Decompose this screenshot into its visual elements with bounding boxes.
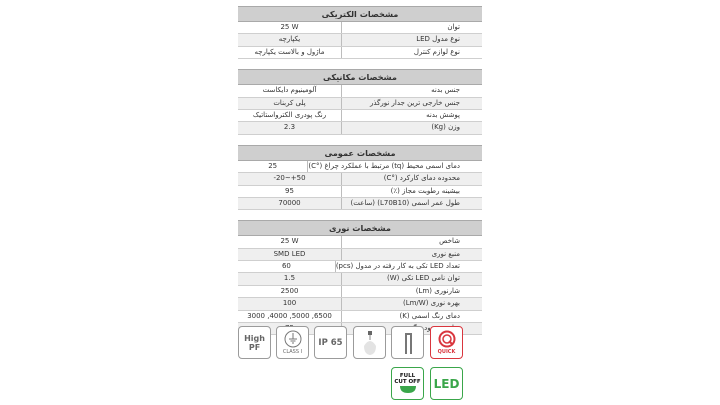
spec-value: 25 <box>238 161 308 172</box>
mechanical-section <box>238 69 482 135</box>
spec-row <box>238 249 482 261</box>
pole-badge <box>391 326 424 359</box>
spec-label: توان نامی LED تکی (W) <box>387 274 460 283</box>
spec-value: 25 W <box>238 22 342 33</box>
spec-label: بهره نوری (Lm/W) <box>402 299 460 308</box>
high-pf-badge <box>238 326 271 359</box>
spec-value: پلی کربنات <box>238 98 342 109</box>
lamp-bulb-icon <box>360 330 380 356</box>
electrical-section <box>238 6 482 59</box>
spec-label: دمای اسمی محیط (tq) مرتبط با عملکرد چراغ (°C) <box>308 161 460 170</box>
spec-label: منبع نوری <box>431 249 460 258</box>
class-one-badge <box>276 326 309 359</box>
spec-row <box>238 311 482 323</box>
high-pf-label: High PF <box>244 333 265 352</box>
spec-label: دمای رنگ اسمی (K) <box>399 311 460 320</box>
spec-row <box>238 261 482 273</box>
spec-value: 70000 <box>238 198 342 209</box>
spec-label: پوشش بدنه <box>426 110 460 119</box>
general-section <box>238 145 482 211</box>
section-gap <box>238 210 482 220</box>
spec-label: طول عمر اسمی (L70B10) (ساعت) <box>350 198 460 207</box>
spec-label: بیشینه رطوبت مجاز (٪) <box>390 186 460 195</box>
spec-row <box>238 98 482 110</box>
spec-row <box>238 236 482 248</box>
general-section-title: مشخصات عمومی <box>238 145 482 161</box>
section-gap <box>238 59 482 69</box>
spec-row <box>238 47 482 59</box>
spec-label: شاخص <box>439 237 460 246</box>
spec-value: 60 <box>238 261 336 272</box>
spec-row <box>238 173 482 185</box>
spec-row <box>238 198 482 210</box>
led-badge <box>430 367 463 400</box>
ip-rating-badge <box>314 326 347 359</box>
spec-row <box>238 122 482 134</box>
spec-label: شارنوری (Lm) <box>415 286 460 295</box>
bulb-badge <box>353 326 386 359</box>
full-cutoff-label: FULL CUT OFF <box>394 373 421 385</box>
section-gap <box>238 135 482 145</box>
ip-label: IP 65 <box>318 337 343 348</box>
optical-section <box>238 220 482 335</box>
spec-value: 25 W <box>238 236 342 247</box>
spec-value: -20~+50 <box>238 173 342 184</box>
spec-value: ماژول و بالاست یکپارچه <box>238 47 342 58</box>
ground-icon <box>284 330 302 348</box>
spec-label: نوع لوازم کنترل <box>413 47 460 56</box>
spec-label: تعداد LED تکی به کار رفته در مدول (pcs) <box>335 262 460 271</box>
spec-sheet <box>238 6 482 335</box>
spec-value: یکپارچه <box>238 34 342 45</box>
spec-label: جنس خارجی ترین جدار نورگذر <box>369 98 460 107</box>
spec-value: SMD LED <box>238 249 342 260</box>
quick-badge <box>430 326 463 359</box>
led-label: LED <box>433 376 460 391</box>
spec-row <box>238 273 482 285</box>
spec-value: 100 <box>238 298 342 309</box>
mechanical-section-title: مشخصات مکانیکی <box>238 69 482 85</box>
spec-row <box>238 186 482 198</box>
full-cutoff-badge <box>391 367 424 400</box>
spec-value: 3000 ,4000 ,5000 ,6500 <box>238 311 342 322</box>
electrical-section-title: مشخصات الکتریکی <box>238 6 482 22</box>
cutoff-dome-icon <box>399 385 417 394</box>
spec-row <box>238 34 482 46</box>
spec-row <box>238 85 482 97</box>
spec-label: وزن (Kg) <box>431 123 460 132</box>
spec-row <box>238 110 482 122</box>
feature-badges <box>238 326 468 402</box>
quick-icon <box>438 330 456 348</box>
spec-row <box>238 22 482 34</box>
spec-row <box>238 161 482 173</box>
spec-value: رنگ پودری الکترواستاتیک <box>238 110 342 121</box>
spec-label: نوع مدول LED <box>416 35 460 44</box>
spec-value: آلومینیوم دایکاست <box>238 85 342 96</box>
spec-value: 1.5 <box>238 273 342 284</box>
spec-label: جنس بدنه <box>431 86 460 95</box>
quick-label: QUICK <box>437 349 456 355</box>
street-pole-icon <box>398 330 418 356</box>
class-label: CLASS I <box>282 349 303 355</box>
spec-label: توان <box>447 23 460 31</box>
spec-value: 2500 <box>238 286 342 297</box>
spec-row <box>238 298 482 310</box>
spec-value: 95 <box>238 186 342 197</box>
optical-section-title: مشخصات نوری <box>238 220 482 236</box>
spec-value: 2.3 <box>238 122 342 133</box>
spec-label: محدوده دمای کارکرد (°C) <box>383 174 460 183</box>
spec-row <box>238 286 482 298</box>
